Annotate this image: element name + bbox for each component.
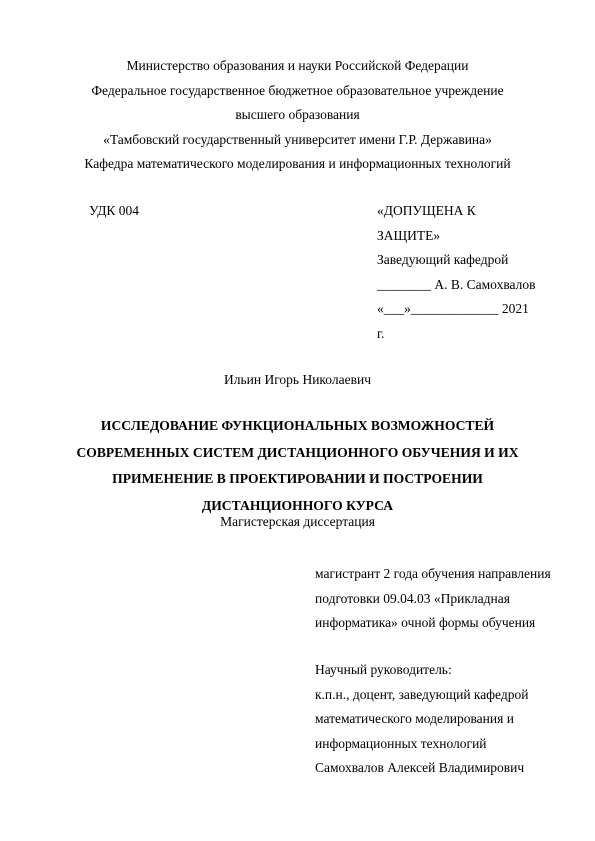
approval-head-title: Заведующий кафедрой — [377, 252, 509, 267]
approval-signature-line: ________ А. В. Самохвалов — [377, 276, 536, 292]
approval-line-2: ЗАЩИТЕ» — [377, 227, 441, 243]
student-info-line-2: подготовки 09.04.03 «Прикладная — [315, 590, 510, 606]
university-name-line: «Тамбовский государственный университет имени Г.Р. Державина» — [103, 131, 492, 147]
udk-code: УДК 004 — [89, 203, 140, 218]
thesis-title-line-1: ИССЛЕДОВАНИЕ ФУНКЦИОНАЛЬНЫХ ВОЗМОЖНОСТЕЙ — [100, 418, 495, 433]
supervisor-degree: к.п.н., доцент, заведующий кафедрой — [315, 686, 529, 702]
institution-header — [60, 54, 535, 177]
thesis-title-line-4: ДИСТАНЦИОННОГО КУРСА — [201, 497, 394, 513]
supervisor-block — [315, 658, 528, 781]
approval-year-suffix: г. — [377, 325, 385, 341]
supervisor-department-1: математического моделирования и — [315, 711, 514, 726]
approval-block — [377, 199, 537, 346]
work-type: Магистерская диссертация — [220, 514, 375, 529]
student-info-line-3: информатика» очной формы обучения — [315, 615, 536, 630]
education-level-line: высшего образования — [235, 107, 360, 122]
department-line: Кафедра математического моделирования и информационных технологий — [84, 156, 511, 171]
author-name: Ильин Игорь Николаевич — [224, 372, 371, 387]
supervisor-label: Научный руководитель: — [315, 662, 452, 677]
student-info-block — [315, 562, 551, 636]
thesis-title-line-2: СОВРЕМЕННЫХ СИСТЕМ ДИСТАНЦИОННОГО ОБУЧЕНИЯ И ИХ — [76, 444, 519, 460]
supervisor-name: Самохвалов Алексей Владимирович — [315, 760, 525, 775]
supervisor-department-2: информационных технологий — [315, 735, 487, 751]
approval-date-line: «___»_____________ 2021 — [377, 301, 529, 316]
thesis-title — [60, 413, 535, 519]
approval-line-1: «ДОПУЩЕНА К — [377, 203, 476, 218]
ministry-line: Министерство образования и науки Российской Федерации — [126, 58, 469, 73]
thesis-title-line-3: ПРИМЕНЕНИЕ В ПРОЕКТИРОВАНИИ И ПОСТРОЕНИИ — [112, 471, 483, 486]
institution-type-line: Федеральное государственное бюджетное образовательное учреждение — [91, 82, 504, 98]
student-info-line-1: магистрант 2 года обучения направления — [315, 566, 551, 581]
